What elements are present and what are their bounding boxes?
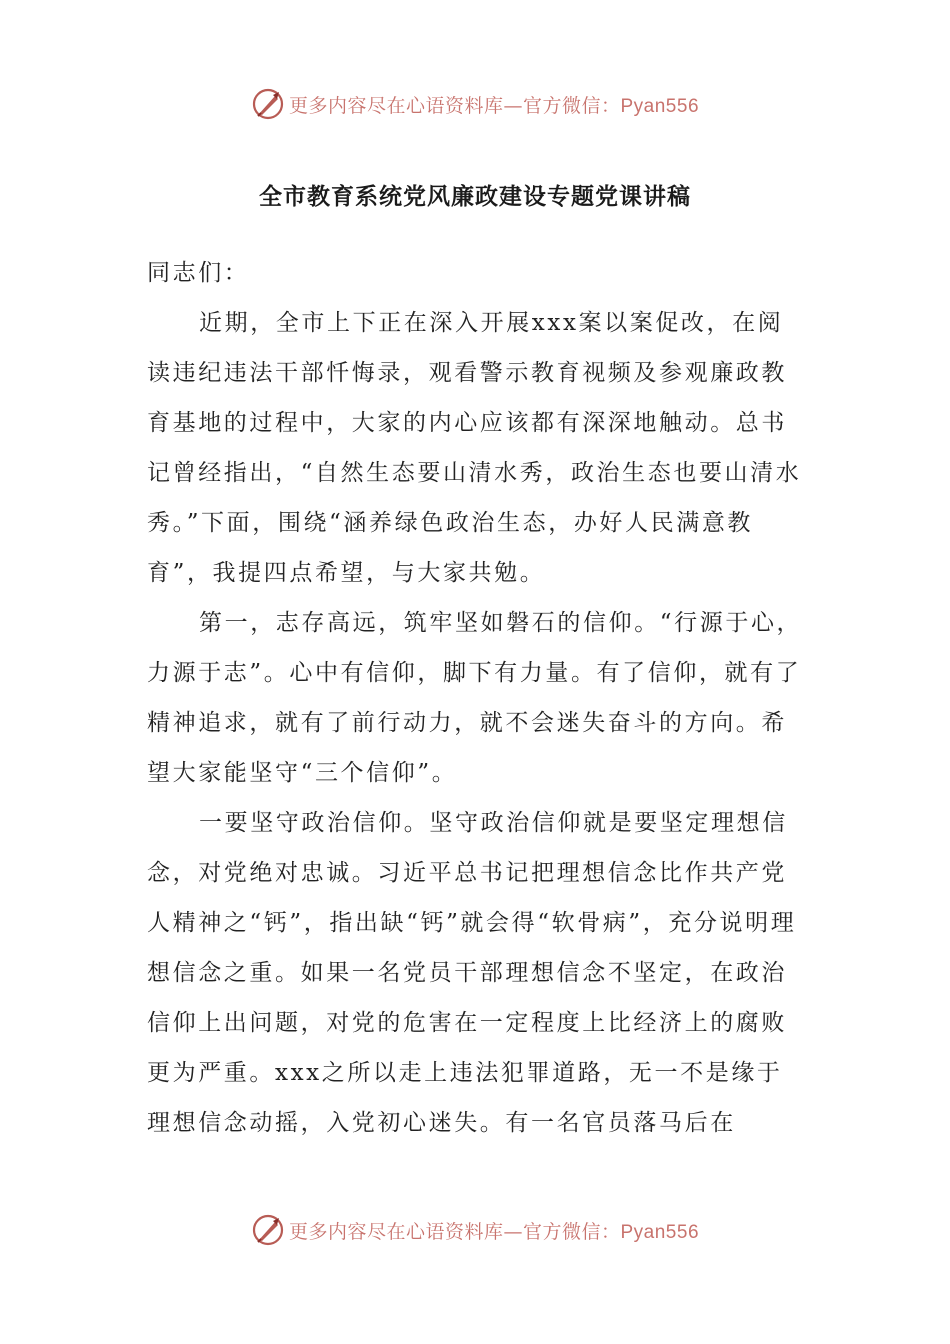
document-title: 全市教育系统党风廉政建设专题党课讲稿 (259, 183, 691, 210)
footer-banner-text (289, 1217, 699, 1244)
quill-pen-logo-icon (251, 1213, 285, 1247)
footer-banner (0, 1210, 950, 1250)
footer-banner-wechat-label: 官方微信： (522, 1220, 621, 1243)
paragraph-2: 第一，志存高远，筑牢坚如磐石的信仰。“行源于心，力源于志”。心中有信仰，脚下有力量。有了信仰，就有了精神追求，就有了前行动力，就不会迷失奋斗的方向。希望大家能坚守“三个信仰”。 (147, 610, 803, 786)
paragraph-1: 近期，全市上下正在深入开展xxx案以案促改，在阅读违纪违法干部忏悔录，观看警示教育视频及参观廉政教育基地的过程中，大家的内心应该都有深深地触动。总书记曾经指出，“自然生态要山清水秀，政治生态也要山清水秀。”下面，围绕“涵养绿色政治生态，办好人民满意教育”，我提四点希望，与大家共勉。 (147, 310, 802, 586)
document-body (147, 248, 807, 1148)
footer-banner-separator: — (503, 1220, 523, 1243)
header-banner-text (289, 91, 699, 118)
salutation: 同志们： (147, 260, 250, 286)
paragraph-3: 一要坚守政治信仰。坚守政治信仰就是要坚定理想信念，对党绝对忠诚。习近平总书记把理想信念比作共产党人精神之“钙”，指出缺“钙”就会得“软骨病”，充分说明理想信念之重。如果一名党员干部理想信念不坚定，在政治信仰上出问题，对党的危害在一定程度上比经济上的腐败更为严重。xxx之所以走上违法犯罪道路，无一不是缘于理想信念动摇，入党初心迷失。有一名官员落马后在 (147, 810, 797, 1136)
header-banner-slogan: 更多内容尽在心语资料库 (288, 94, 504, 117)
header-banner (0, 84, 950, 124)
quill-pen-logo-icon (251, 87, 285, 121)
header-banner-wechat-id: Pyan556 (620, 95, 700, 117)
footer-banner-slogan: 更多内容尽在心语资料库 (288, 1220, 504, 1243)
header-banner-separator: — (503, 94, 523, 117)
header-banner-wechat-label: 官方微信： (522, 94, 621, 117)
footer-banner-wechat-id: Pyan556 (620, 1221, 700, 1243)
